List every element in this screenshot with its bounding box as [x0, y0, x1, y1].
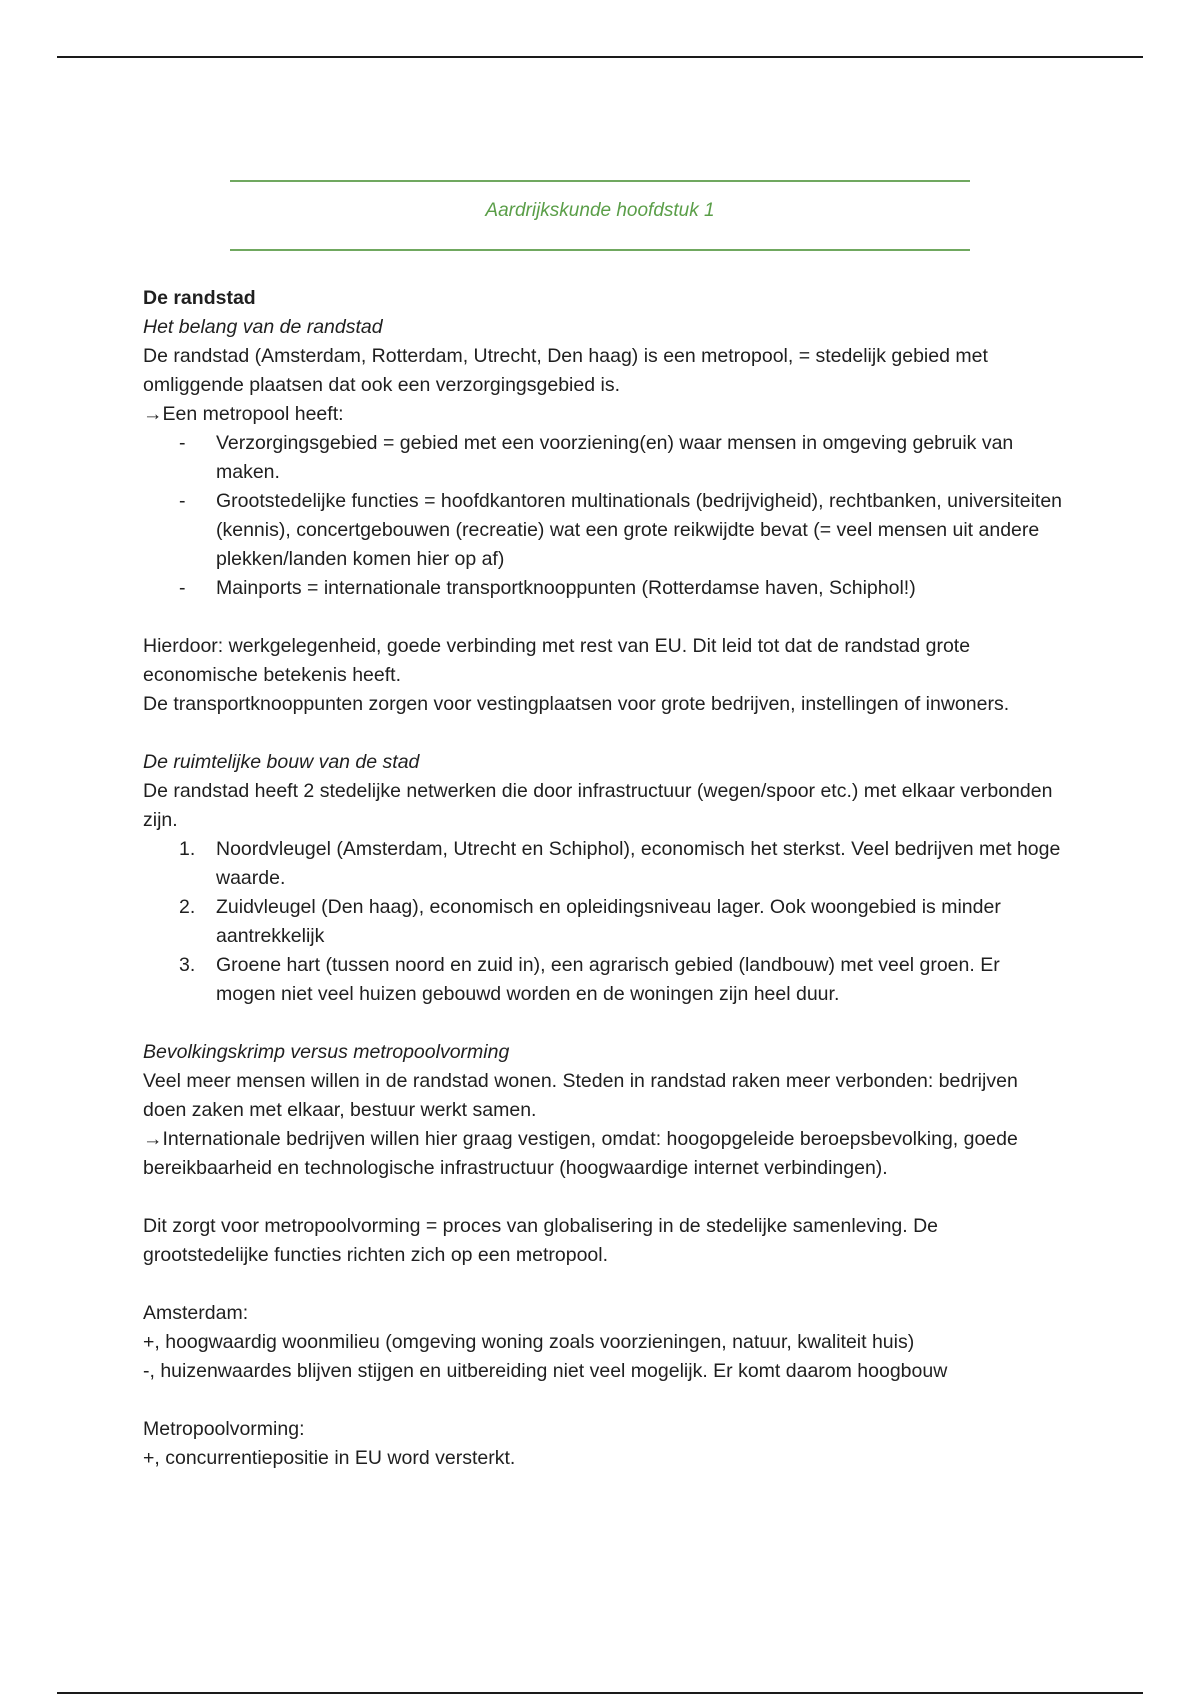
list-item-text: Verzorgingsgebied = gebied met een voorziening(en) waar mensen in omgeving gebruik van maken. [216, 432, 1014, 483]
amsterdam-label: Amsterdam: [143, 1302, 249, 1324]
intro-paragraph: De randstad (Amsterdam, Rotterdam, Utrecht, Den haag) is een metropool, = stedelijk gebied met omliggende plaatsen dat ook een verzorgingsgebied is. [143, 345, 988, 396]
arrow-icon: → [143, 1128, 163, 1150]
page-bottom-rule [57, 1692, 1143, 1694]
subheading-belang: Het belang van de randstad [143, 316, 383, 338]
arrow-icon: → [143, 403, 163, 425]
list-item [143, 574, 1063, 603]
list-item [143, 835, 1063, 893]
title-bottom-rule [230, 249, 970, 251]
document-body [143, 284, 1063, 1473]
metropool-lead-text: Een metropool heeft: [162, 403, 344, 425]
list-item-text: Noordvleugel (Amsterdam, Utrecht en Schiphol), economisch het sterkst. Veel bedrijven met hoge waarde. [216, 838, 1061, 889]
list-number: 3. [179, 954, 196, 976]
subheading-ruimtelijke-bouw: De ruimtelijke bouw van de stad [143, 751, 420, 773]
metropool-bullet-list [143, 429, 1063, 603]
list-item [143, 429, 1063, 487]
list-number: 2. [179, 896, 196, 918]
amsterdam-minus: -, huizenwaardes blijven stijgen en uitbereiding niet veel mogelijk. Er komt daarom hoogbouw [143, 1360, 948, 1382]
paragraph-randstad-wonen: Veel meer mensen willen in de randstad wonen. Steden in randstad raken meer verbonden: bedrijven doen zaken met elkaar, bestuur werkt samen. [143, 1070, 1018, 1121]
internationale-bedrijven-text: Internationale bedrijven willen hier graag vestigen, omdat: hoogopgeleide beroepsbevolking, goede bereikbaarheid en technologische infrastructuur (hoogwaardige internet verbindingen). [143, 1128, 1018, 1179]
dash-marker: - [179, 432, 186, 454]
subheading-bevolkingskrimp: Bevolkingskrimp versus metropoolvorming [143, 1041, 510, 1063]
section-heading-randstad: De randstad [143, 287, 256, 309]
paragraph-metropoolvorming: Dit zorgt voor metropoolvorming = proces van globalisering in de stedelijke samenleving. De grootstedelijke functies richten zich op een metropool. [143, 1215, 939, 1266]
paragraph-hierdoor: Hierdoor: werkgelegenheid, goede verbinding met rest van EU. Dit leid tot dat de randstad grote economische betekenis heeft. [143, 635, 971, 686]
list-item-text: Grootstedelijke functies = hoofdkantoren multinationals (bedrijvigheid), rechtbanken, universiteiten (kennis), concertgebouwen (recreatie) wat een grote reikwijdte bevat (= veel mensen uit andere plekken/landen komen hier op af) [216, 490, 1063, 570]
document-title: Aardrijkskunde hoofdstuk 1 [485, 200, 715, 221]
paragraph-transportknooppunten: De transportknooppunten zorgen voor vestingplaatsen voor grote bedrijven, instellingen of inwoners. [143, 693, 1010, 715]
page-top-rule [57, 56, 1143, 58]
list-item [143, 487, 1063, 574]
dash-marker: - [179, 490, 186, 512]
list-item [143, 893, 1063, 951]
list-number: 1. [179, 838, 196, 860]
paragraph-netwerken: De randstad heeft 2 stedelijke netwerken die door infrastructuur (wegen/spoor etc.) met elkaar verbonden zijn. [143, 780, 1053, 831]
list-item-text: Groene hart (tussen noord en zuid in), een agrarisch gebied (landbouw) met veel groen. Er mogen niet veel huizen gebouwd worden en de woningen zijn heel duur. [216, 954, 1000, 1005]
dash-marker: - [179, 577, 186, 599]
title-top-rule [230, 180, 970, 182]
list-item-text: Zuidvleugel (Den haag), economisch en opleidingsniveau lager. Ook woongebied is minder aantrekkelijk [216, 896, 1001, 947]
numbered-list [143, 835, 1063, 1009]
metropoolvorming-label: Metropoolvorming: [143, 1418, 305, 1440]
list-item-text: Mainports = internationale transportknooppunten (Rotterdamse haven, Schiphol!) [216, 577, 916, 599]
paragraph-internationale-bedrijven [143, 1125, 1063, 1183]
amsterdam-plus: +, hoogwaardig woonmilieu (omgeving woning zoals voorzieningen, natuur, kwaliteit huis) [143, 1331, 915, 1353]
metropoolvorming-plus: +, concurrentiepositie in EU word versterkt. [143, 1447, 516, 1469]
metropool-lead [143, 400, 1063, 429]
list-item [143, 951, 1063, 1009]
